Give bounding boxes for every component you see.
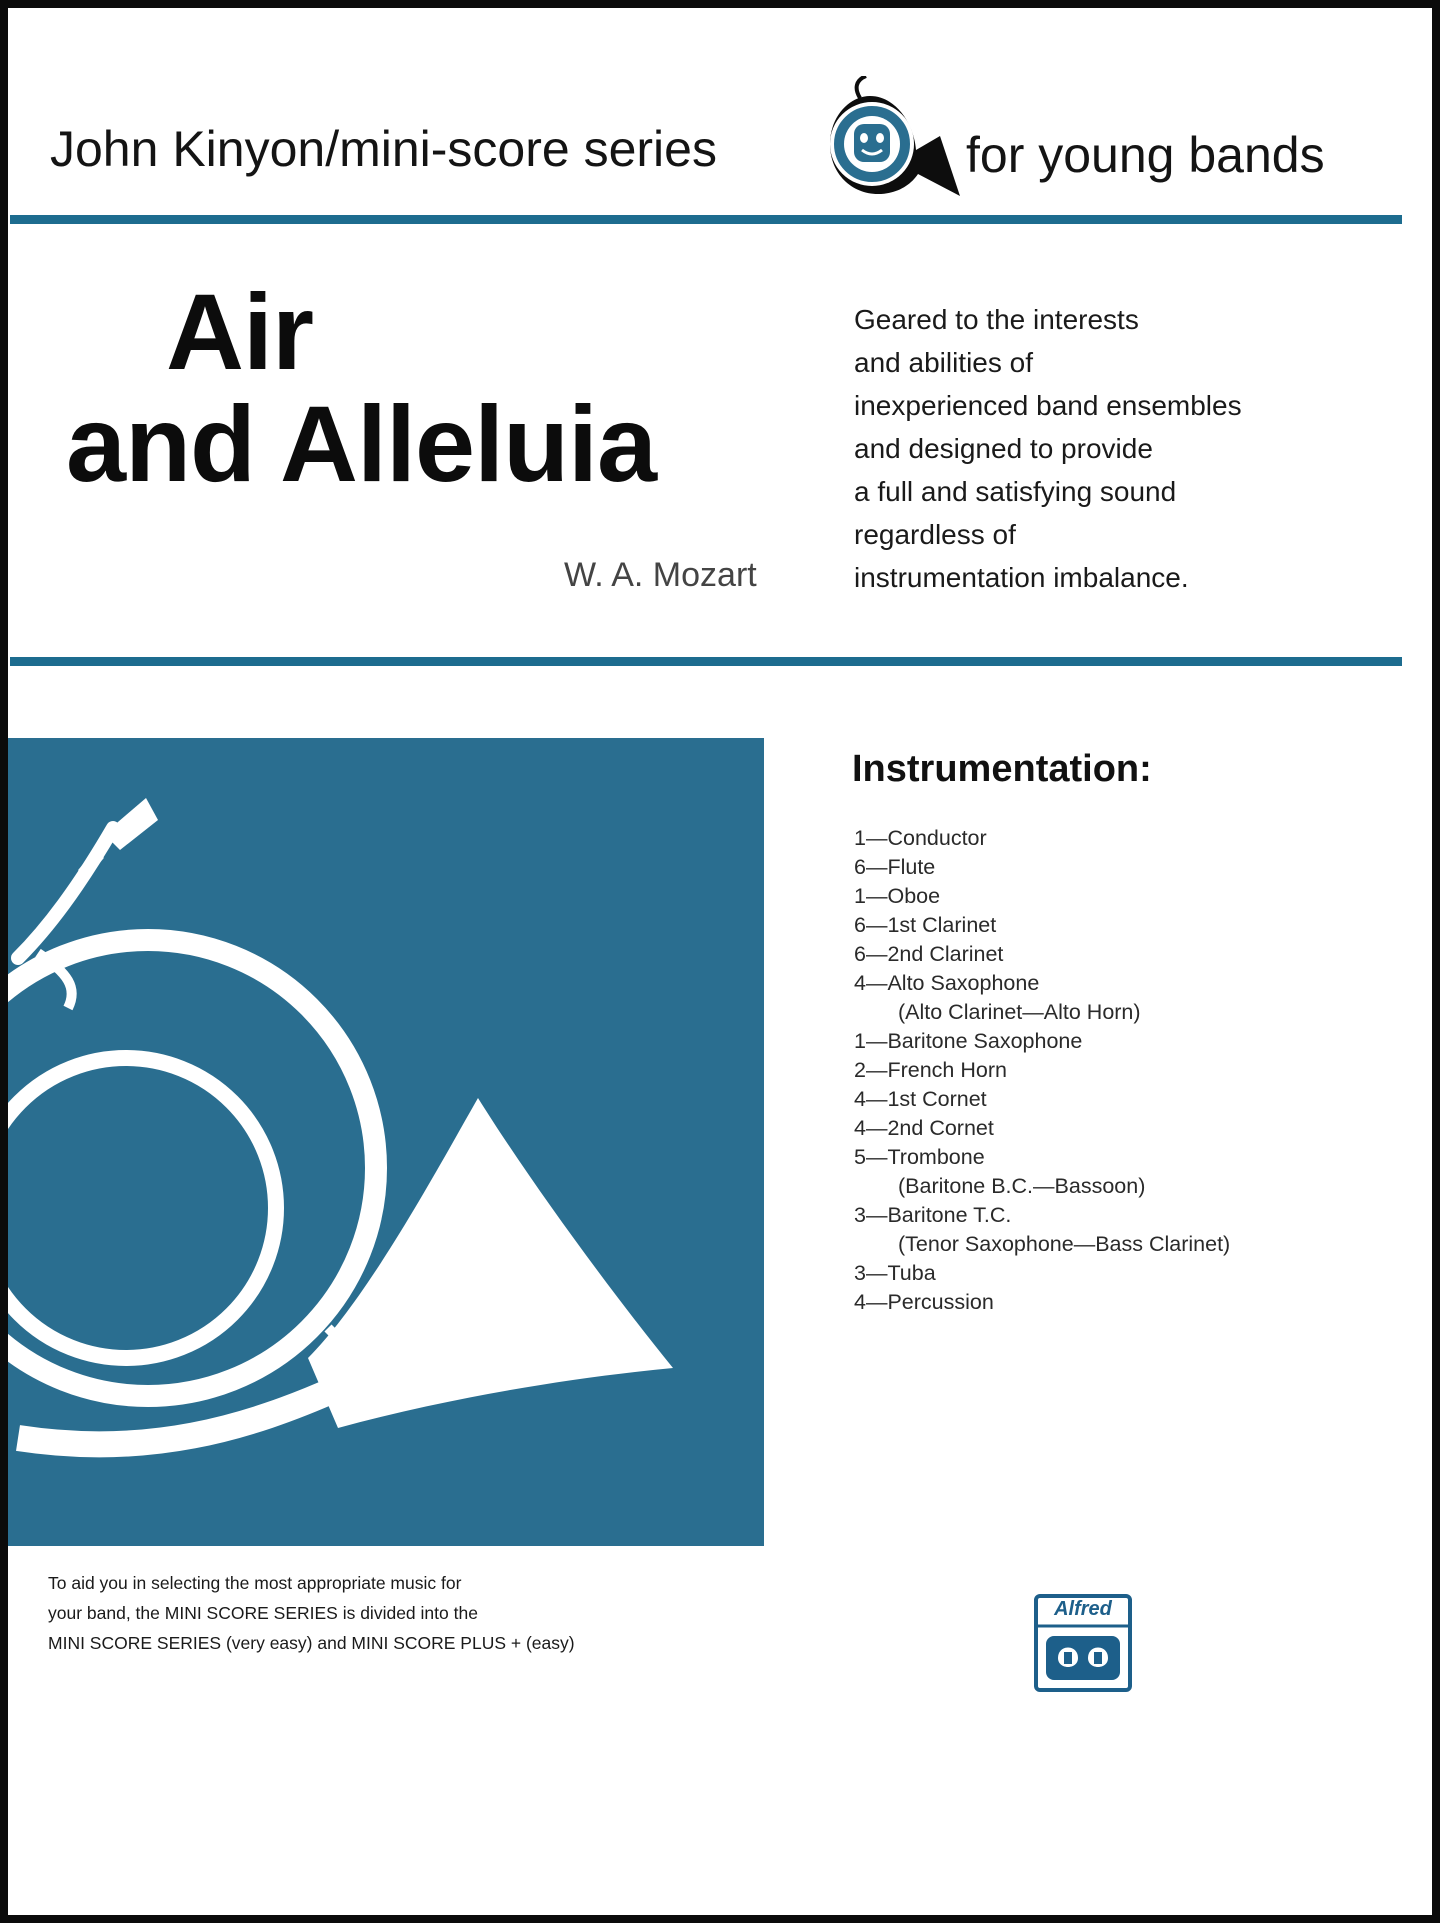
instrumentation-heading: Instrumentation: [852, 748, 1152, 790]
title-line-2: and Alleluia [66, 383, 657, 504]
list-item-note: (Alto Clarinet—Alto Horn) [898, 1000, 1141, 1024]
series-title-left: John Kinyon/mini-score series [50, 121, 717, 177]
item-qty: 2 [854, 1058, 866, 1082]
item-qty: 5 [854, 1145, 866, 1169]
item-qty: 6 [854, 913, 866, 937]
french-horn-mask-icon [810, 76, 970, 206]
item-name: French Horn [887, 1058, 1007, 1082]
list-item: 1—Oboe [854, 884, 941, 908]
list-item: 4—Alto Saxophone [854, 971, 1040, 995]
list-item: 4—Percussion [854, 1290, 994, 1314]
list-item-note: (Tenor Saxophone—Bass Clarinet) [898, 1232, 1231, 1256]
list-item: 1—Baritone Saxophone [854, 1029, 1083, 1053]
item-name: 2nd Cornet [887, 1116, 994, 1140]
description-line: Geared to the interests [854, 304, 1139, 335]
item-qty: 1 [854, 884, 866, 908]
item-name: Alto Saxophone [887, 971, 1040, 995]
description-line: instrumentation imbalance. [854, 562, 1189, 593]
list-item: 3—Baritone T.C. [854, 1203, 1012, 1227]
list-item: 1—Conductor [854, 826, 987, 850]
item-name: 1st Cornet [887, 1087, 987, 1111]
series-footnote [48, 1568, 575, 1658]
list-item-note: (Baritone B.C.—Bassoon) [898, 1174, 1146, 1198]
item-qty: 4 [854, 1087, 866, 1111]
item-name: 1st Clarinet [887, 913, 997, 937]
description-line: a full and satisfying sound [854, 476, 1177, 507]
item-name: Baritone Saxophone [887, 1029, 1083, 1053]
divider-middle [10, 657, 1402, 666]
item-qty: 3 [854, 1203, 866, 1227]
description-line: and designed to provide [854, 433, 1153, 464]
item-qty: 3 [854, 1261, 866, 1285]
item-qty: 4 [854, 971, 866, 995]
footnote-line: MINI SCORE SERIES (very easy) and MINI SCORE PLUS + (easy) [48, 1633, 575, 1653]
list-item: 6—Flute [854, 855, 936, 879]
item-qty: 1 [854, 826, 866, 850]
list-item: 2—French Horn [854, 1058, 1007, 1082]
item-name: Baritone T.C. [887, 1203, 1012, 1227]
item-qty: 1 [854, 1029, 866, 1053]
item-qty: 4 [854, 1116, 866, 1140]
description [854, 298, 1242, 599]
instrumentation-list [854, 824, 1230, 1317]
item-name: Tuba [887, 1261, 936, 1285]
item-qty: 4 [854, 1290, 866, 1314]
piece-title [66, 271, 657, 504]
alfred-logo-icon [1034, 1594, 1132, 1692]
list-item: 6—2nd Clarinet [854, 942, 1004, 966]
item-name: Oboe [887, 884, 941, 908]
series-title-right: for young bands [966, 127, 1325, 183]
alfred-logo-text: Alfred [1054, 1598, 1112, 1620]
description-line: inexperienced band ensembles [854, 390, 1242, 421]
list-item: 6—1st Clarinet [854, 913, 997, 937]
title-line-1: Air [166, 271, 314, 392]
list-item: 3—Tuba [854, 1261, 936, 1285]
composer: W. A. Mozart [564, 556, 757, 594]
item-qty: 6 [854, 855, 866, 879]
item-name: Trombone [887, 1145, 985, 1169]
french-horn-icon [8, 738, 764, 1546]
list-item: 4—1st Cornet [854, 1087, 987, 1111]
description-line: regardless of [854, 519, 1016, 550]
item-qty: 6 [854, 942, 866, 966]
list-item: 4—2nd Cornet [854, 1116, 994, 1140]
list-item: 5—Trombone [854, 1145, 985, 1169]
item-name: Conductor [887, 826, 987, 850]
divider-top [10, 215, 1402, 224]
item-name: Percussion [887, 1290, 994, 1314]
footnote-line: your band, the MINI SCORE SERIES is divided into the [48, 1603, 478, 1623]
description-line: and abilities of [854, 347, 1034, 378]
item-name: 2nd Clarinet [887, 942, 1004, 966]
item-name: Flute [887, 855, 936, 879]
footnote-line: To aid you in selecting the most appropriate music for [48, 1573, 462, 1593]
